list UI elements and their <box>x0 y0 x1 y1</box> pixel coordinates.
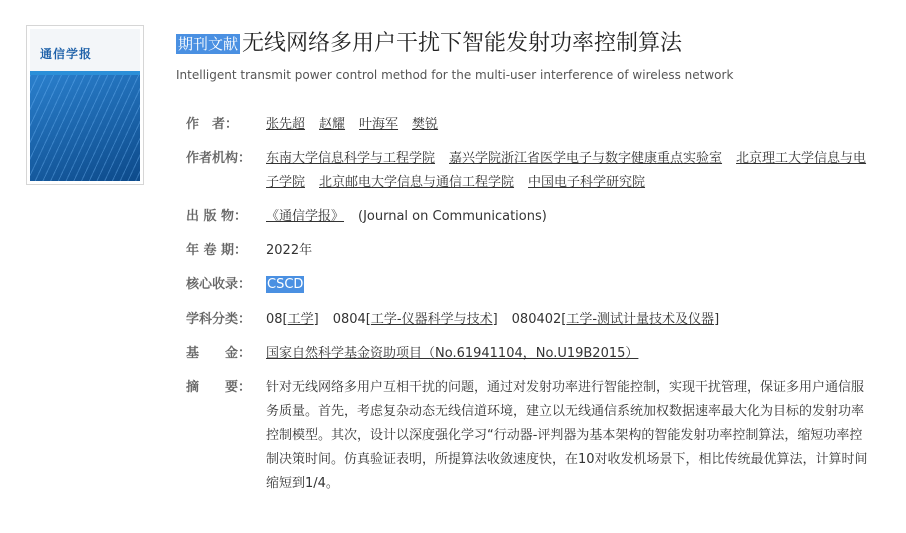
fund-field <box>186 342 874 366</box>
journal-cover-image[interactable] <box>26 25 144 185</box>
fund-value <box>266 342 874 366</box>
author-link[interactable]: 赵耀 <box>319 117 346 132</box>
index-value <box>266 273 874 297</box>
institution-link[interactable]: 嘉兴学院浙江省医学电子与数字健康重点实验室 <box>449 151 723 166</box>
cover-art <box>30 29 140 181</box>
article-title-row <box>176 28 682 60</box>
institutions-field <box>186 147 874 195</box>
year-field <box>186 239 874 263</box>
index-label: 核心收录： <box>186 277 252 292</box>
institution-link[interactable]: 北京邮电大学信息与通信工程学院 <box>319 175 515 190</box>
authors-label: 作 者： <box>186 117 239 132</box>
author-link[interactable]: 樊锐 <box>412 117 439 132</box>
year-label: 年 卷 期： <box>186 243 248 258</box>
institutions-value <box>266 147 874 195</box>
fund-label: 基 金： <box>186 346 252 361</box>
document-type-tag: 期刊文献 <box>178 35 239 53</box>
subject-value <box>266 308 874 332</box>
subject-link[interactable]: 工学-测试计量技术及仪器 <box>566 312 715 327</box>
subject-code: 08[ <box>266 312 288 327</box>
institution-link[interactable]: 中国电子科学研究院 <box>528 175 646 190</box>
subject-label: 学科分类： <box>186 312 252 327</box>
publication-field <box>186 205 874 229</box>
subject-code: 080402[ <box>511 312 567 327</box>
author-link[interactable]: 张先超 <box>266 117 306 132</box>
abstract-label: 摘 要： <box>186 380 252 395</box>
subject-code: 0804[ <box>332 312 371 327</box>
authors-field <box>186 113 874 137</box>
publication-value <box>266 205 874 229</box>
subject-bracket: ] <box>492 312 498 327</box>
journal-link[interactable]: 《通信学报》 <box>266 209 345 224</box>
publication-label: 出 版 物： <box>186 209 248 224</box>
author-link[interactable]: 叶海军 <box>359 117 399 132</box>
authors-value <box>266 113 874 137</box>
cover-pattern <box>30 75 140 181</box>
institutions-label: 作者机构： <box>186 151 252 166</box>
subject-bracket: ] <box>313 312 319 327</box>
article-english-title: Intelligent transmit power control method for the multi-user interference of wireless network <box>176 68 734 82</box>
institution-link[interactable]: 东南大学信息科学与工程学院 <box>266 151 436 166</box>
subject-bracket: ] <box>714 312 720 327</box>
abstract-text: 针对无线网络多用户互相干扰的问题，通过对发射功率进行智能控制，实现干扰管理，保证多用户通信服务质量。首先，考虑复杂动态无线信道环境，建立以无线通信系统加权数据速率最大化为目标的发射功率控制模型。其次，设计以深度强化学习“行动器-评判器为基本架构的智能发射功率控制算法，缩短功率控制决策时间。仿真验证表明，所提算法收敛速度快，在10对收发机场景下，相比传统最优算法，计算时间缩短到1/4。 <box>266 380 868 491</box>
subject-link[interactable]: 工学-仪器科学与技术 <box>370 312 493 327</box>
journal-english-name: (Journal on Communications) <box>358 209 547 224</box>
subject-field <box>186 308 874 332</box>
cover-title: 通信学报 <box>40 47 93 61</box>
subject-link[interactable]: 工学 <box>287 312 314 327</box>
article-title: 无线网络多用户干扰下智能发射功率控制算法 <box>242 31 683 56</box>
cscd-badge: CSCD <box>267 277 304 292</box>
fund-link[interactable]: 国家自然科学基金资助项目（No.61941104，No.U19B2015） <box>266 346 639 361</box>
institution-link[interactable]: 北京理工大学信息与电子学院 <box>266 151 867 190</box>
index-field <box>186 273 874 297</box>
year-value: 2022年 <box>266 243 313 258</box>
abstract-field <box>186 376 874 496</box>
